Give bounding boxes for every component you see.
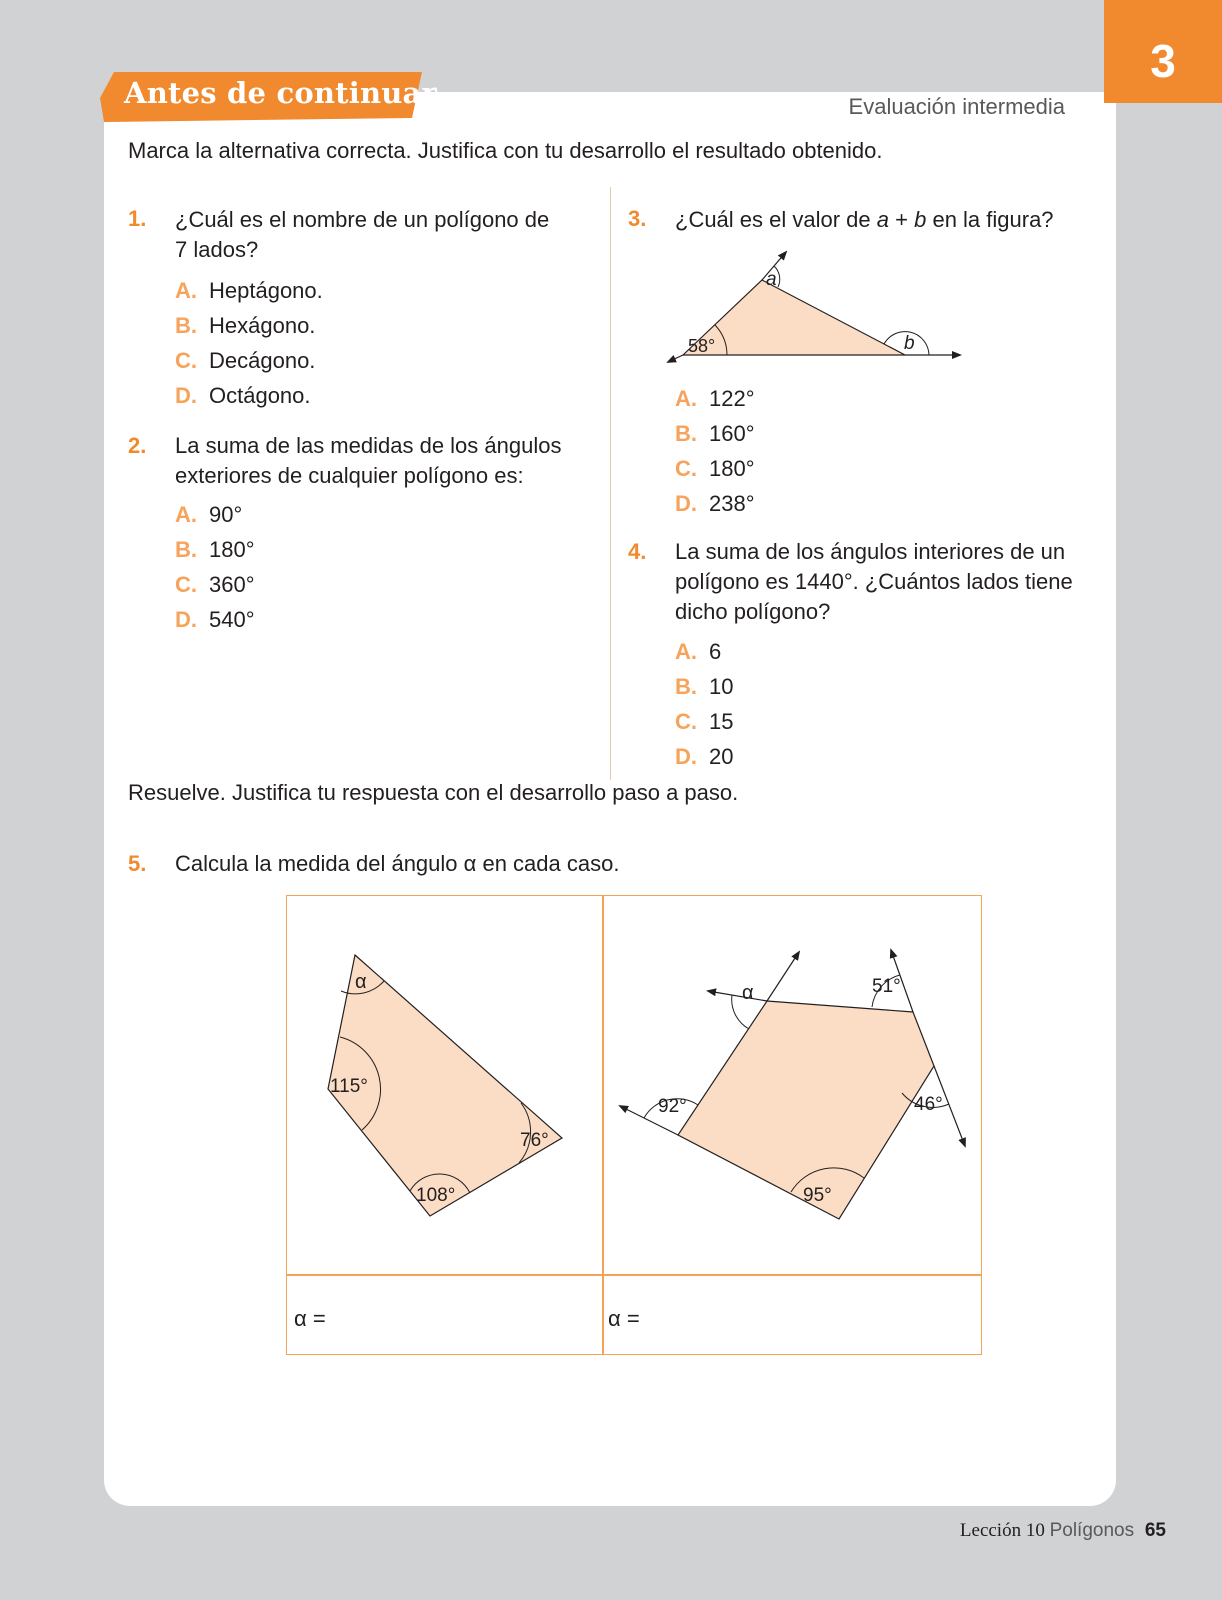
instruction-multiple-choice: Marca la alternativa correcta. Justifica con tu desarrollo el resultado obtenido. [128, 138, 883, 163]
fig-left-angle-76: 76° [520, 1130, 549, 1151]
footer-topic: Polígonos [1049, 1520, 1135, 1541]
question-2-text-line2: exteriores de cualquier polígono es: [175, 463, 524, 488]
footer-lesson: Lección 10 [959, 1520, 1045, 1541]
page-footer [960, 1520, 1166, 1542]
question-2-option-d[interactable]: D. 540° [175, 607, 255, 632]
question-4-option-a[interactable]: A. 6 [675, 639, 722, 664]
question-1-option-b[interactable]: B. Hexágono. [175, 313, 316, 338]
question-2-text-line1: La suma de las medidas de los ángulos [175, 433, 562, 458]
fig-right-angle-92: 92° [658, 1096, 687, 1117]
grid-vertical-line [602, 896, 604, 1354]
column-divider [610, 187, 611, 780]
fig-left-angle-115: 115° [330, 1076, 368, 1097]
section-subtitle: Evaluación intermedia [848, 94, 1065, 119]
question-4-option-b[interactable]: B. 10 [675, 674, 734, 699]
question-3-triangle-figure [660, 240, 980, 375]
fig-right-angle-46: 46° [914, 1094, 943, 1115]
fig-right-angle-51: 51° [872, 976, 901, 997]
question-4-text-line1: La suma de los ángulos interiores de un [675, 539, 1066, 564]
question-5-figure-right [610, 935, 980, 1235]
section-title: Antes de continuar [124, 76, 438, 110]
question-1-number: 1. [128, 206, 147, 231]
question-3-option-d[interactable]: D. 238° [675, 491, 755, 516]
question-3-angle-b: b [904, 333, 915, 354]
question-1-text-line1: ¿Cuál es el nombre de un polígono de [175, 207, 550, 232]
question-1-text-line2: 7 lados? [175, 237, 259, 262]
question-5-figure-left [300, 940, 590, 1230]
question-2-option-c[interactable]: C. 360° [175, 572, 255, 597]
question-2-number: 2. [128, 433, 147, 458]
answer-right-label: α = [608, 1306, 640, 1331]
question-4-number: 4. [628, 539, 647, 564]
question-3-text: ¿Cuál es el valor de a + b en la figura? [675, 207, 1054, 232]
question-3-option-a[interactable]: A. 122° [675, 386, 755, 411]
fig-right-angle-95: 95° [803, 1185, 832, 1206]
question-5-number: 5. [128, 851, 147, 876]
question-3-option-c[interactable]: C. 180° [675, 456, 755, 481]
question-3-option-b[interactable]: B. 160° [675, 421, 755, 446]
question-4-text-line3: dicho polígono? [675, 599, 831, 624]
question-2-option-b[interactable]: B. 180° [175, 537, 255, 562]
question-2-option-a[interactable]: A. 90° [175, 502, 243, 527]
instruction-solve: Resuelve. Justifica tu respuesta con el desarrollo paso a paso. [128, 780, 739, 805]
question-4-text-line2: polígono es 1440°. ¿Cuántos lados tiene [675, 569, 1073, 594]
grid-horizontal-line [287, 1274, 981, 1276]
question-4-option-c[interactable]: C. 15 [675, 709, 734, 734]
question-1-option-c[interactable]: C. Decágono. [175, 348, 316, 373]
fig-left-angle-108: 108° [416, 1185, 456, 1206]
question-1-option-d[interactable]: D. Octágono. [175, 383, 311, 408]
page-number: 65 [1144, 1520, 1166, 1541]
fig-left-alpha: α [355, 971, 367, 993]
question-4-option-d[interactable]: D. 20 [675, 744, 734, 769]
fig-right-alpha: α [742, 982, 754, 1004]
question-3-number: 3. [628, 206, 647, 231]
chapter-number: 3 [1150, 35, 1176, 87]
question-1-option-a[interactable]: A. Heptágono. [175, 278, 323, 303]
question-3-angle-58: 58° [688, 336, 716, 356]
question-3-angle-a: a [766, 269, 777, 290]
question-5-text: Calcula la medida del ángulo α en cada caso. [175, 851, 620, 876]
answer-left-label: α = [294, 1306, 326, 1331]
